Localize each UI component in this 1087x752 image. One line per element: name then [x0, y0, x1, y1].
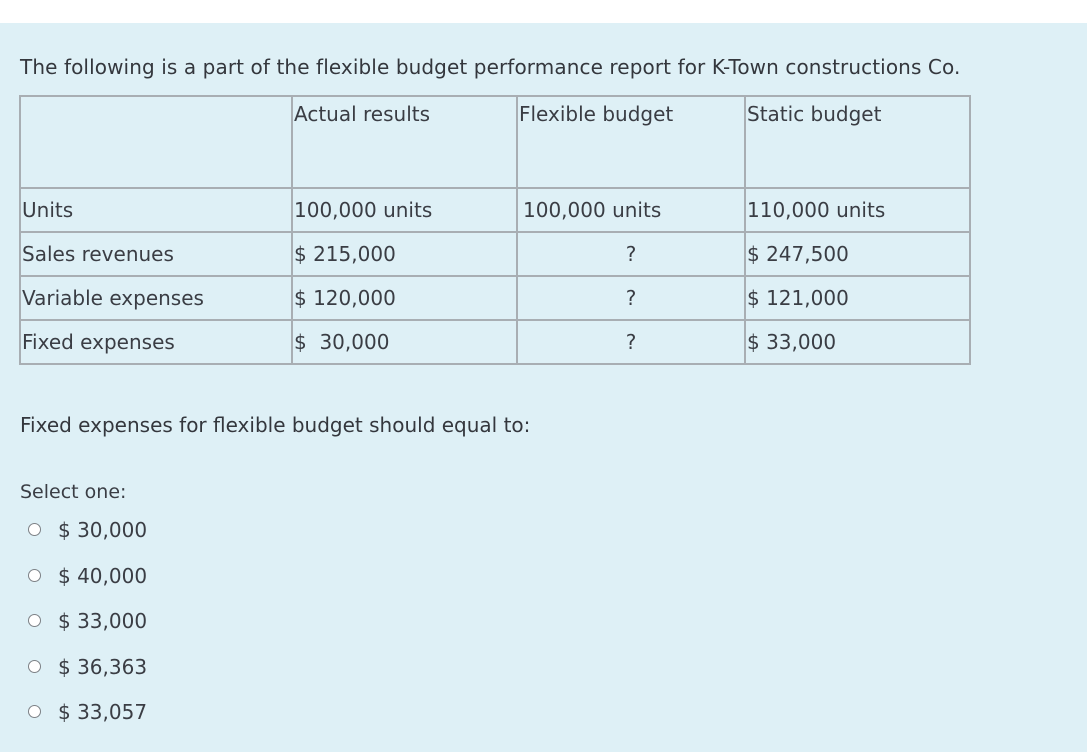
table-cell: Sales revenues	[20, 232, 292, 276]
table-header-cell: Static budget	[745, 96, 970, 188]
answer-option[interactable]	[28, 562, 147, 608]
radio-button[interactable]	[28, 569, 41, 582]
table-cell: 100,000 units	[517, 188, 745, 232]
table-cell: $ 33,000	[745, 320, 970, 364]
table-row	[20, 276, 970, 320]
answer-option-label[interactable]: $ 40,000	[58, 563, 148, 588]
answer-option-label[interactable]: $ 33,057	[58, 700, 148, 725]
radio-button[interactable]	[28, 705, 41, 718]
table-cell: $ 215,000	[292, 232, 517, 276]
radio-button[interactable]	[28, 523, 41, 536]
table-cell: Variable expenses	[20, 276, 292, 320]
table-row	[20, 232, 970, 276]
table-cell: ?	[517, 320, 745, 364]
table-header-row	[20, 96, 970, 188]
table-cell: 110,000 units	[745, 188, 970, 232]
table-row	[20, 188, 970, 232]
radio-button[interactable]	[28, 614, 41, 627]
select-one-label: Select one:	[20, 481, 127, 503]
table-cell: $ 30,000	[292, 320, 517, 364]
table-header-cell: Actual results	[292, 96, 517, 188]
radio-button[interactable]	[28, 660, 41, 673]
question-text: Fixed expenses for flexible budget should equal to:	[20, 413, 531, 437]
budget-table	[19, 95, 971, 365]
answer-option-label[interactable]: $ 30,000	[58, 518, 148, 542]
answer-option-label[interactable]: $ 33,000	[58, 609, 148, 634]
table-cell: Units	[20, 188, 292, 232]
table-header-cell	[20, 96, 292, 188]
table-row	[20, 320, 970, 364]
table-cell: ?	[517, 276, 745, 320]
answer-option-label[interactable]: $ 36,363	[58, 654, 148, 679]
table-cell: 100,000 units	[292, 188, 517, 232]
question-intro: The following is a part of the flexible budget performance report for K-Town constructions Co.	[20, 55, 961, 79]
table-cell: $ 247,500	[745, 232, 970, 276]
table-cell: $ 121,000	[745, 276, 970, 320]
answer-option[interactable]	[28, 653, 147, 699]
table-cell: Fixed expenses	[20, 320, 292, 364]
answer-options	[28, 516, 147, 744]
answer-option[interactable]	[28, 607, 147, 653]
table-header-cell: Flexible budget	[517, 96, 745, 188]
table-cell: ?	[517, 232, 745, 276]
table-cell: $ 120,000	[292, 276, 517, 320]
answer-option[interactable]	[28, 698, 147, 744]
answer-option[interactable]	[28, 516, 147, 562]
